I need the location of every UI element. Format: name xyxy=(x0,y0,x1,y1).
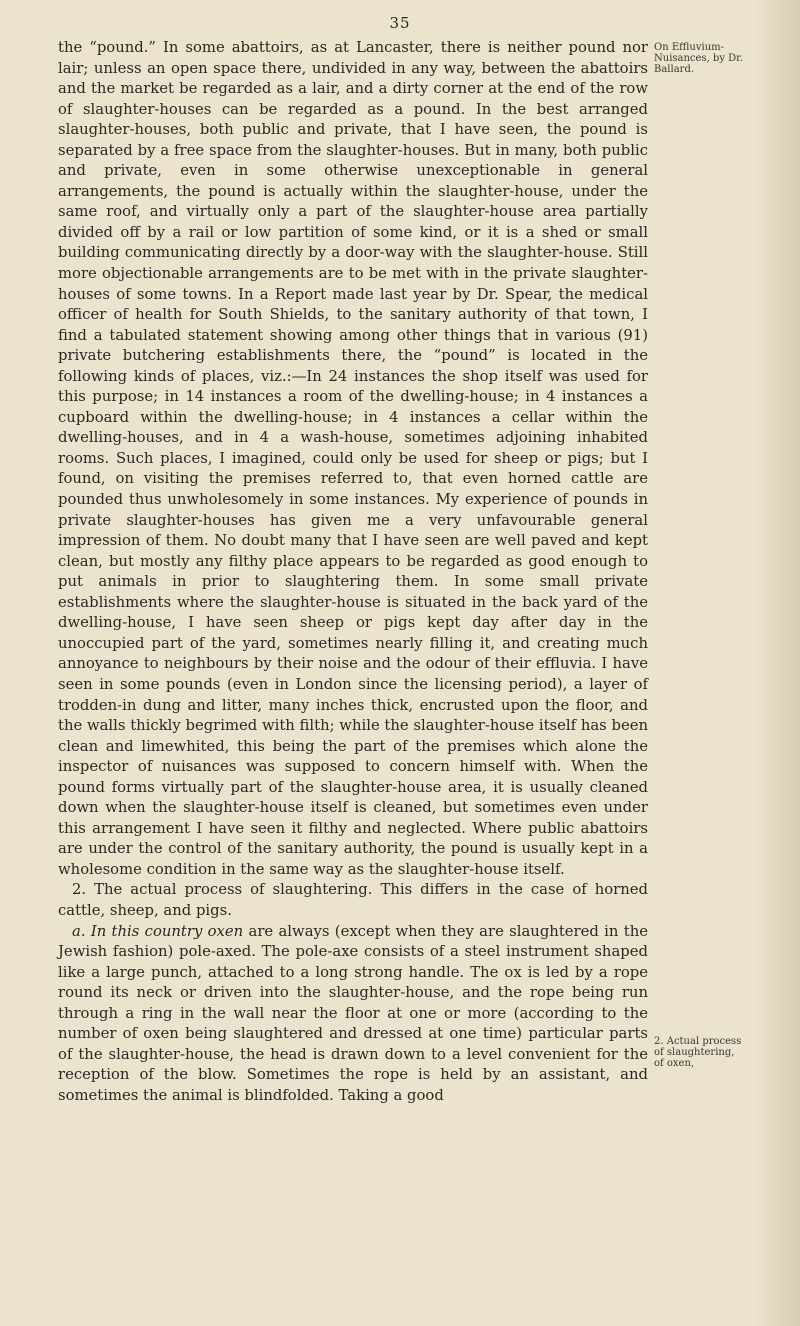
margin-note-slaughtering: 2. Actual process of slaughtering, of oxen, xyxy=(654,1036,742,1069)
paragraph-oxen xyxy=(58,922,648,1107)
paragraph-oxen-rest: are always (except when they are slaughtered in the Jewish fashion) pole-axed. The pole-axe consists of a steel instrument shaped like a large punch, attached to a long strong handle. The ox is led by a rope round its neck or driven into the slaughter-house, and the rope being run through a ring in the wall near the floor at one or more (according to the number of oxen being slaughtered and dressed at one time) particular parts of the slaughter-house, the head is drawn down to a level convenient for the reception of the blow. Sometimes the rope is held by an assistant, and sometimes the animal is blindfolded. Taking a good xyxy=(58,922,648,1104)
paragraph-slaughtering: 2. The actual process of slaughtering. This differs in the case of horned cattle, sheep, and pigs. xyxy=(58,881,648,919)
page-edge-stain xyxy=(754,0,800,1326)
paragraph-oxen-lead: a. In this country xyxy=(72,922,208,940)
paragraph-oxen-emph: oxen xyxy=(207,922,244,940)
page-number: 35 xyxy=(389,14,411,32)
paragraph-pound: the “pound.” In some abattoirs, as at Lancaster, there is neither pound nor lair; unless an open space there, undivided in any way, between the abattoirs and the market be regarded as a lair, and a dirty corner at the end of the row of slaughter-houses can be regarded as a pound. In the best arranged slaughter-houses, both public and private, that I have seen, the pound is separated by a free space from the slaughter-houses. But in many, both public and private, even in some otherwise unexceptionable in general arrangements, the pound is actually within the slaughter-house, under the same roof, and virtually only a part of the slaughter-house area partially divided off by a rail or low partition of some kind, or it is a shed or small building communicating directly by a door-way with the slaughter-house. Still more objectionable arrangements are to be met with in the private slaughter-houses of some towns. In a Report made last year by Dr. Spear, the medical officer of health for South Shields, to the sanitary authority of that town, I find a tabulated statement showing among other things that in various (91) private butchering establishments there, the “pound” is located in the following kinds of places, viz.:—In 24 instances the shop itself was used for this purpose; in 14 instances a room of the dwelling-house; in 4 instances a cupboard within the dwelling-house; in 4 instances a cellar within the dwelling-houses, and in 4 a wash-house, sometimes adjoining inhabited rooms. Such places, I imagined, could only be used for sheep or pigs; but I found, on visiting the premises referred to, that even horned cattle are pounded thus unwholesomely in some instances. My experience of pounds in private slaughter-houses has given me a very unfavourable general impression of them. No doubt many that I have seen are well paved and kept clean, but mostly any filthy place appears to be regarded as good enough to put animals in prior to slaughtering them. In some small private establishments where the slaughter-house is situated in the back yard of the dwelling-house, I have seen sheep or pigs kept day after day in the unoccupied part of the yard, sometimes nearly filling it, and creating much annoyance to neighbours by their noise and the odour of their effluvia. I have seen in some pounds (even in London since the licensing period), a layer of trodden-in dung and litter, many inches thick, encrusted upon the floor, and the walls thickly begrimed with filth; while the slaughter-house itself has been clean and limewhited, this being the part of the premises which alone the inspector of nuisances was supposed to concern himself with. When the pound forms virtually part of the slaughter-house area, it is usually cleaned down when the slaughter-house itself is cleaned, but sometimes even under this arrangement I have seen it filthy and neglected. Where public abattoirs are under the control of the sanitary authority, the pound is usually kept in a wholesome condition in the same way as the slaughter-house itself. xyxy=(58,39,648,878)
body-text xyxy=(58,38,648,1106)
margin-note-effluvium: On Effluvium-Nuisances, by Dr. Ballard. xyxy=(654,42,744,75)
